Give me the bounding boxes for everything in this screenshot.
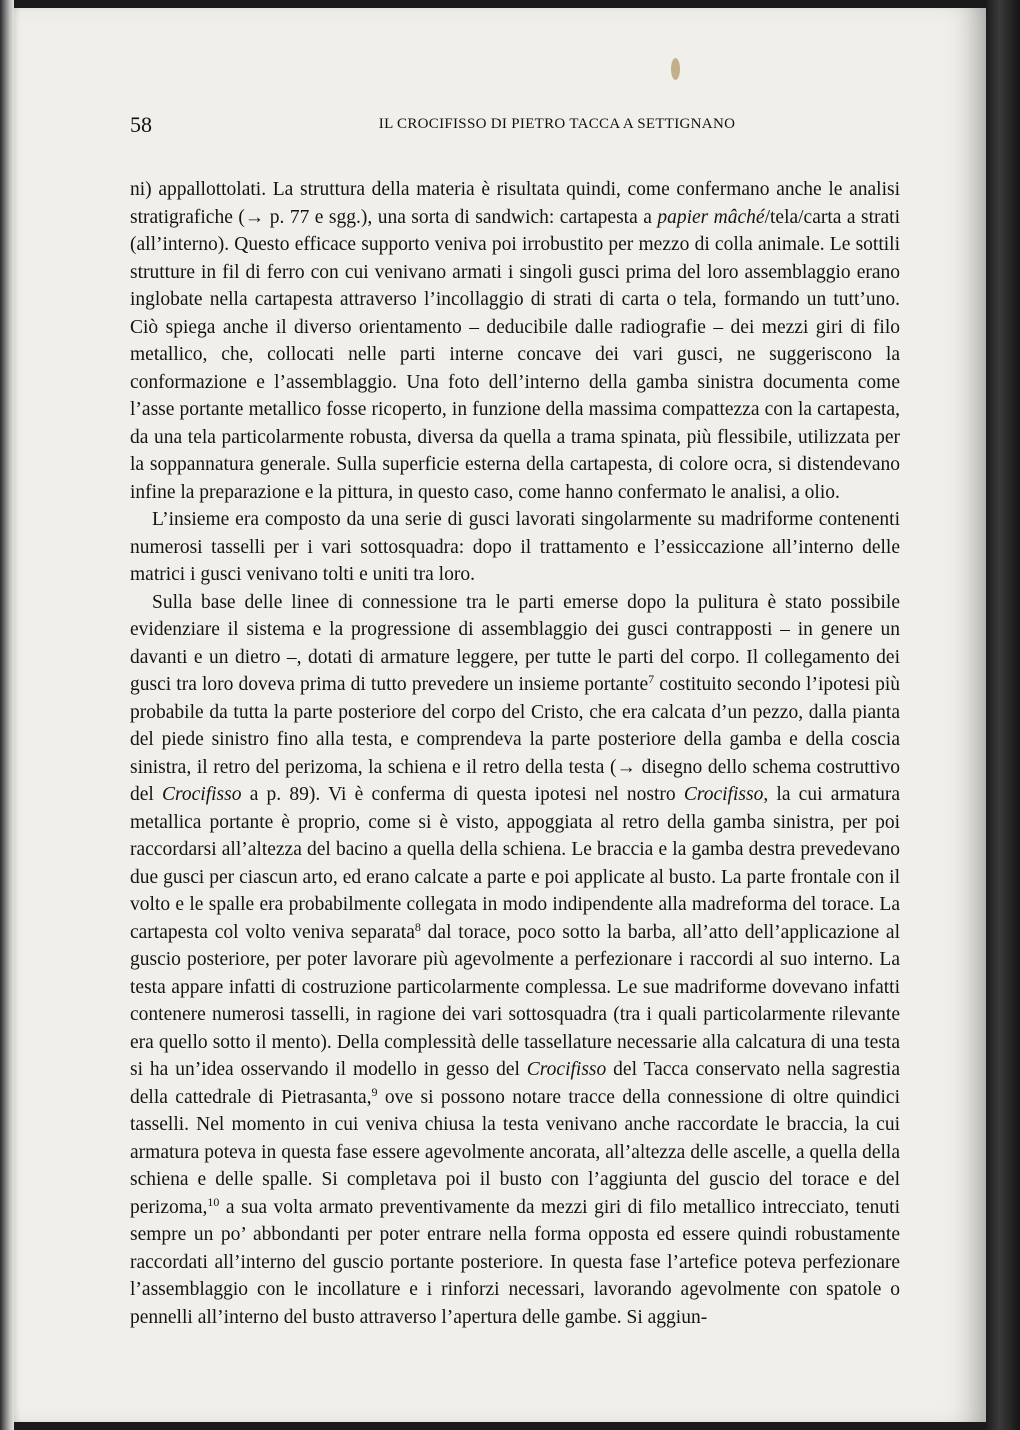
text-run: costituito secondo l’ipotesi più probabile da tutta la parte posteriore del corpo del Cristo, che era calcata d’un pezzo, dalla pianta del piede sinistro fino alla testa, e comprendeva la parte posteriore della gamba e della coscia sinistra, il retro del perizoma, la schiena e il retro della testa (→ disegno dello schema costruttivo del — [130, 674, 900, 805]
facing-page-edge — [986, 0, 1020, 1430]
footnote-ref: 7 — [648, 672, 655, 686]
paragraph — [130, 506, 900, 589]
running-head — [130, 112, 900, 138]
text-run: , la cui armatura metallica portante è proprio, come si è visto, appoggiata al retro della gamba sinistra, per poi raccordarsi all’altezza del bacino a quella della schiena. Le braccia e la gamba destra prevedevano due gusci per ciascun arto, ed erano calcate a parte e poi applicate al busto. La parte frontale con il volto e le spalle era probabilmente collegata in modo indipendente alla madreforma del torace. La cartapesta col volto veniva separata — [130, 784, 900, 943]
text-run: a p. 89). Vi è conferma di questa ipotesi nel nostro — [241, 784, 684, 805]
text-run: del Tacca conservato nella sagrestia della cattedrale di Pietrasanta, — [130, 1059, 900, 1108]
paragraph — [130, 589, 900, 1332]
footnote-ref: 10 — [207, 1194, 220, 1209]
footnote-ref: 8 — [414, 919, 421, 934]
text-run: dal torace, poco sotto la barba, all’atto dell’applicazione al guscio posteriore, per poter lavorare più agevolmente a perfezionare i raccordi al suo interno. La testa appare infatti di costruzione particolarmente complessa. Le sue madriforme dovevano infatti contenere numerosi tasselli, in ragione dei vari sottosquadra (tra i quali particolarmente rilevante era quello sotto il mento). Della complessità delle tassellature necessarie alla calcatura di una testa si ha un’idea osservando il modello in gesso del — [130, 921, 901, 1080]
italic-text: Crocifisso — [162, 784, 242, 805]
paragraph — [130, 176, 900, 506]
text-run: /tela/carta a strati (all’interno). Questo efficace supporto veniva poi irrobustito per mezzo di colla animale. Le sottili strutture in fil di ferro con cui venivano armati i singoli gusci prima del loro assemblaggio erano inglobate nella cartapesta attraverso l’incollaggio di strati di carta o tela, formando un tutt’uno. Ciò spiega anche il diverso orientamento – deducibile dalle radiografie – dei mezzi giri di filo metallico, che, collocati nelle parti interne concave dei vari gusci, ne suggeriscono la conformazione e l’assemblaggio. Una foto dell’interno della gamba sinistra documenta come l’asse portante metallico fosse ricoperto, in funzione della massima compattezza con la cartapesta, da una tela particolarmente robusta, diversa da quella a trama spinata, più flessibile, utilizzata per la soppannatura generale. Sulla superficie esterna della cartapesta, di colore ocra, si distendevano infine la preparazione e la pittura, in questo caso, come hanno confermato le analisi, a olio. — [130, 206, 900, 503]
running-title: IL CROCIFISSO DI PIETRO TACCA A SETTIGNANO — [378, 116, 736, 132]
footnote-ref: 9 — [371, 1084, 378, 1099]
paper-stain — [671, 58, 680, 80]
text-run: ni) appallottolati. La struttura della materia è risultata quindi, come confermano anche le analisi stratigrafiche (→ p. 77 e sgg.), una sorta di sandwich: cartapesta a — [130, 179, 900, 228]
text-run: a sua volta armato preventivamente da mezzi giri di filo metallico intrecciato, tenuti sempre un po’ abbondanti per poter entrare nella forma opposta ed essere quindi robustamente raccordati all’interno del guscio portante posteriore. In questa fase l’artefice poteva perfezionare l’assemblaggio con le incollature e i rinforzi necessari, lavorando agevolmente con spatole o pennelli all’interno del busto attraverso l’apertura delle gambe. Si aggiun- — [130, 1196, 900, 1328]
italic-text: papier mâché — [657, 206, 765, 228]
book-spine-shadow — [0, 0, 14, 1430]
body-text — [130, 176, 900, 1331]
page-number: 58 — [130, 112, 152, 137]
text-run: L’insieme era composto da una serie di gusci lavorati singolarmente su madriforme contenenti numerosi tasselli per i vari sottosquadra: dopo il trattamento e l’essiccazione all’interno delle matrici i gusci venivano tolti e uniti tra loro. — [130, 509, 900, 585]
text-run: Sulla base delle linee di connessione tra le parti emerse dopo la pulitura è stato possibile evidenziare il sistema e la progressione di assemblaggio dei gusci contrapposti – in genere un davanti e un dietro –, dotati di armature leggere, per tutte le parti del corpo. Il collegamento dei gusci tra loro doveva prima di tutto prevedere un insieme portante — [130, 591, 900, 695]
text-run: ove si possono notare tracce della connessione di oltre quindici tasselli. Nel momento in cui veniva chiusa la testa venivano anche raccordate le braccia, la cui armatura poteva in questa fase essere agevolmente ancorata, all’altezza delle ascelle, a quella della schiena e delle spalle. Si completava poi il busto con l’aggiunta del guscio del torace e del perizoma, — [130, 1086, 901, 1218]
italic-text: Crocifisso — [683, 784, 764, 805]
italic-text: Crocifisso — [526, 1059, 607, 1080]
